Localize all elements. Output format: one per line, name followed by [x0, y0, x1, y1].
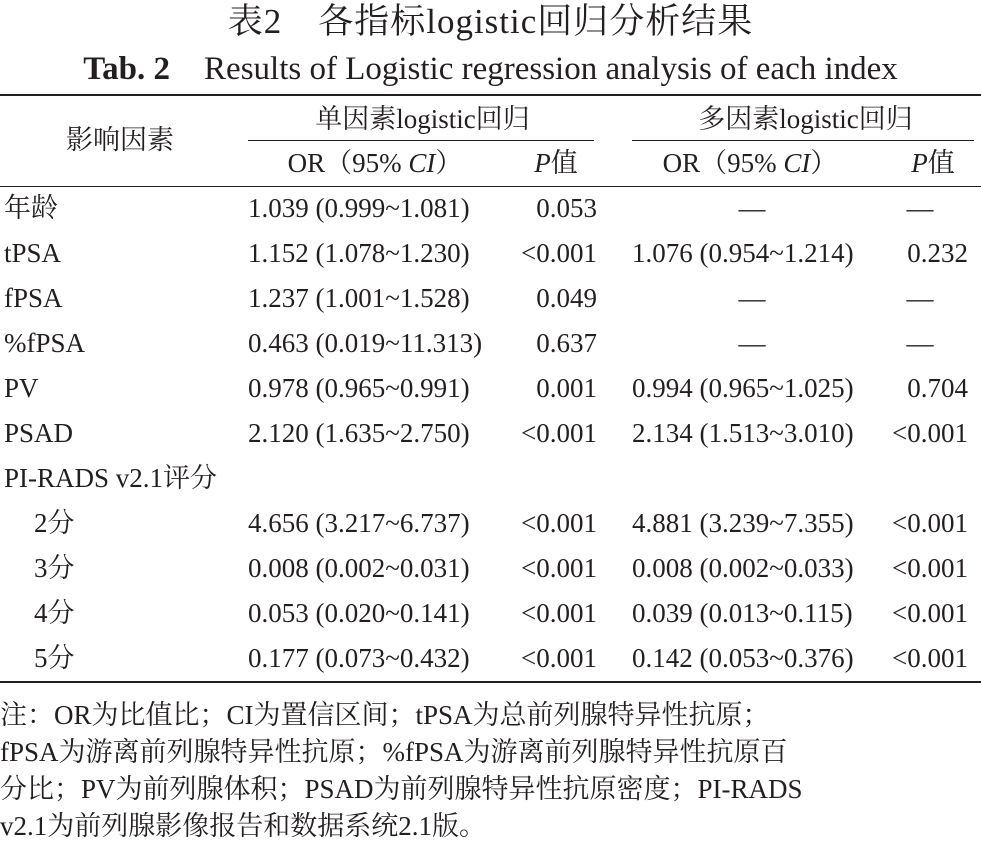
cell-multi-p: —: [906, 193, 934, 223]
header-multivariate: 多因素logistic回归: [698, 104, 913, 134]
cell-factor: PSAD: [4, 418, 74, 448]
univariate-subrule: [248, 140, 594, 141]
cell-uni-or: 0.463 (0.019~11.313): [248, 328, 483, 358]
cell-uni-or: 0.053 (0.020~0.141): [248, 598, 470, 628]
cell-multi-p: 0.704: [907, 373, 968, 403]
table-title-cn: 表2 各指标logistic回归分析结果: [227, 2, 754, 41]
cell-uni-p: <0.001: [521, 643, 597, 673]
note-line: 分比；PV为前列腺体积；PSAD为前列腺特异性抗原密度；PI-RADS: [0, 774, 803, 804]
cell-uni-p: 0.001: [536, 373, 597, 403]
header-multi-p: P值: [911, 148, 955, 178]
header-factor: 影响因素: [66, 125, 174, 155]
cell-uni-or: 0.008 (0.002~0.031): [248, 553, 470, 583]
cell-uni-or: 0.177 (0.073~0.432): [248, 643, 470, 673]
header-rule: [0, 186, 981, 187]
note-line: 注：OR为比值比；CI为置信区间；tPSA为总前列腺特异性抗原；: [0, 700, 770, 730]
header-multi-or: OR（95% CI）: [662, 148, 838, 178]
top-rule: [0, 94, 981, 96]
cell-uni-or: 1.039 (0.999~1.081): [248, 193, 470, 223]
cell-uni-or: 1.237 (1.001~1.528): [248, 283, 470, 313]
cell-uni-or: 2.120 (1.635~2.750): [248, 418, 470, 448]
table-note: [0, 697, 981, 845]
table-label: Tab. 2: [83, 51, 171, 87]
bottom-rule: [0, 681, 981, 683]
cell-multi-or: 2.134 (1.513~3.010): [632, 418, 854, 448]
cell-multi-or: 0.994 (0.965~1.025): [632, 373, 854, 403]
cell-uni-p: <0.001: [521, 238, 597, 268]
cell-multi-p: —: [906, 328, 934, 358]
cell-factor: tPSA: [4, 238, 62, 268]
cell-multi-p: <0.001: [892, 508, 968, 538]
cell-multi-p: 0.232: [907, 238, 968, 268]
cell-factor: %fPSA: [4, 328, 86, 358]
cell-factor: 年龄: [4, 193, 58, 223]
header-uni-or: OR（95% CI）: [287, 148, 463, 178]
cell-multi-p: —: [906, 283, 934, 313]
cell-uni-or: 4.656 (3.217~6.737): [248, 508, 470, 538]
cell-factor: 5分: [34, 643, 75, 673]
multivariate-subrule: [632, 140, 974, 141]
cell-uni-p: <0.001: [521, 598, 597, 628]
table-caption: Results of Logistic regression analysis of each index: [204, 51, 898, 87]
cell-uni-p: <0.001: [521, 418, 597, 448]
cell-multi-or: 0.039 (0.013~0.115): [632, 598, 853, 628]
cell-factor: 4分: [34, 598, 75, 628]
cell-uni-p: <0.001: [521, 553, 597, 583]
cell-multi-or: 4.881 (3.239~7.355): [632, 508, 854, 538]
cell-factor: PI-RADS v2.1评分: [4, 463, 218, 493]
cell-uni-or: 0.978 (0.965~0.991): [248, 373, 470, 403]
cell-uni-or: 1.152 (1.078~1.230): [248, 238, 470, 268]
table-title-en: [0, 48, 981, 90]
cell-multi-p: <0.001: [892, 553, 968, 583]
cell-multi-p: <0.001: [892, 418, 968, 448]
note-line: v2.1为前列腺影像报告和数据系统2.1版。: [0, 811, 486, 841]
cell-factor: PV: [4, 373, 39, 403]
cell-uni-p: 0.637: [536, 328, 597, 358]
cell-multi-or: —: [738, 193, 766, 223]
cell-uni-p: 0.049: [536, 283, 597, 313]
cell-multi-p: <0.001: [892, 598, 968, 628]
header-uni-p: P值: [534, 148, 578, 178]
cell-factor: 2分: [34, 508, 75, 538]
cell-uni-p: 0.053: [536, 193, 597, 223]
cell-multi-or: 0.142 (0.053~0.376): [632, 643, 854, 673]
cell-factor: fPSA: [4, 283, 63, 313]
cell-factor: 3分: [34, 553, 75, 583]
cell-multi-or: —: [738, 328, 766, 358]
cell-multi-or: 0.008 (0.002~0.033): [632, 553, 854, 583]
cell-multi-p: <0.001: [892, 643, 968, 673]
header-univariate: 单因素logistic回归: [315, 104, 530, 134]
cell-multi-or: 1.076 (0.954~1.214): [632, 238, 854, 268]
cell-uni-p: <0.001: [521, 508, 597, 538]
cell-multi-or: —: [738, 283, 766, 313]
note-line: fPSA为游离前列腺特异性抗原；%fPSA为游离前列腺特异性抗原百: [0, 737, 788, 767]
